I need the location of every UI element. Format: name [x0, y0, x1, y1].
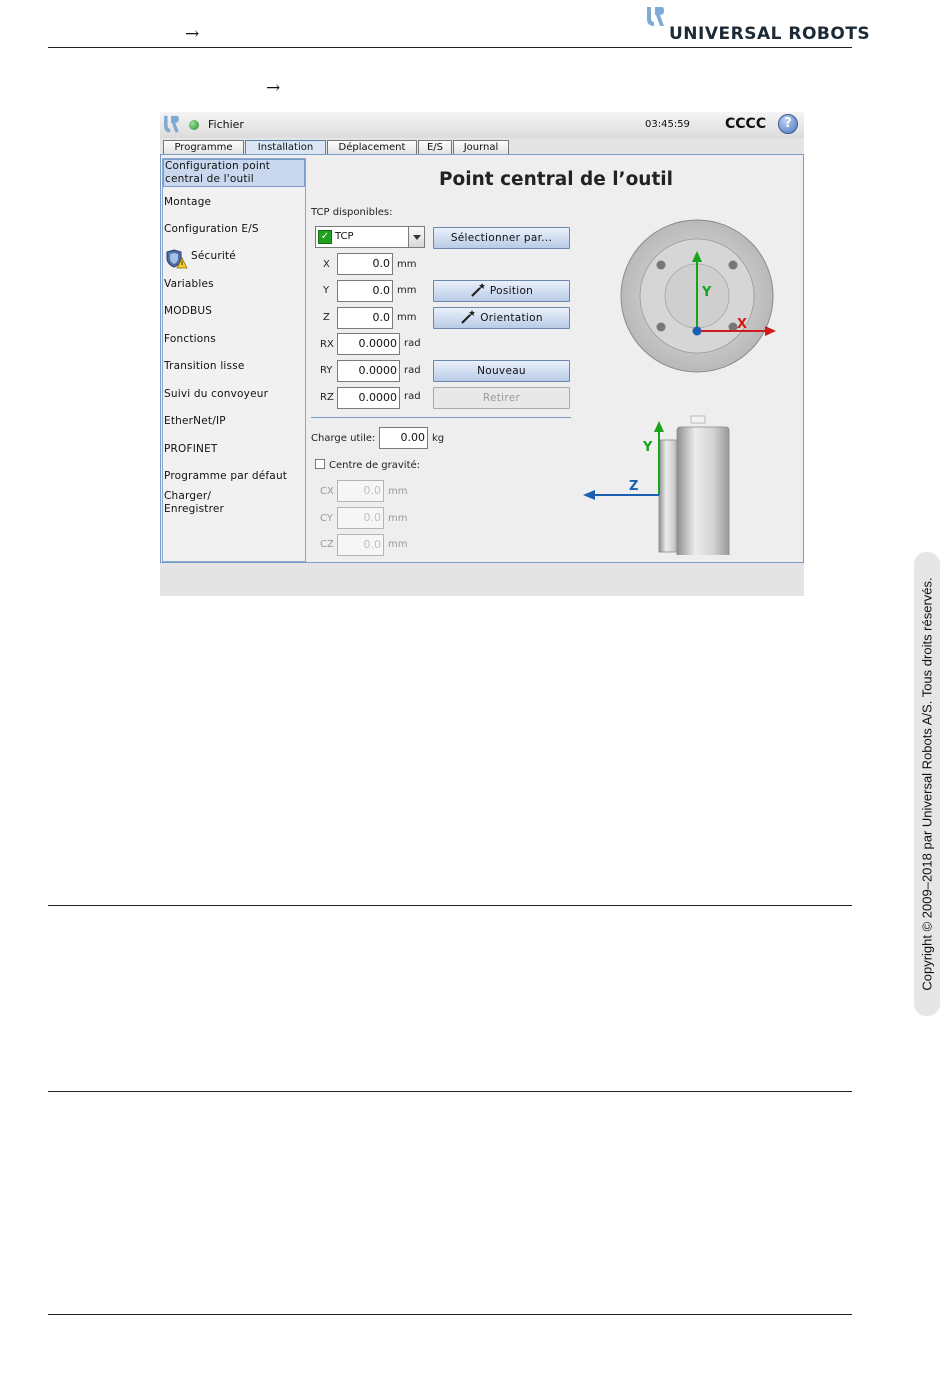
section-rule: [48, 1314, 852, 1315]
footer-bar: [160, 563, 804, 596]
clock: 03:45:59: [645, 119, 690, 130]
robot-name: CCCC: [725, 116, 767, 132]
section-arrow: →: [266, 78, 281, 98]
tcp-select-value: TCP: [335, 231, 354, 242]
payload-label: Charge utile:: [311, 433, 376, 444]
help-icon[interactable]: ?: [778, 114, 798, 134]
field-rz-label: RZ: [320, 392, 334, 403]
sidebar-item-io-config[interactable]: Configuration E/S: [164, 223, 259, 235]
file-menu[interactable]: Fichier: [208, 118, 244, 131]
cog-cz-input[interactable]: 0.0: [337, 534, 384, 556]
ur-logo-icon: [645, 6, 665, 28]
tcp-select[interactable]: [315, 226, 425, 248]
tcp-ry-input[interactable]: 0.0000: [337, 360, 400, 382]
orientation-button-label: Orientation: [480, 312, 543, 324]
teach-orientation-button[interactable]: [433, 307, 570, 329]
tcp-z-input[interactable]: 0.0: [337, 307, 393, 329]
flange-side-collar: [659, 440, 679, 552]
tab-journal[interactable]: Journal: [453, 140, 509, 154]
cog-checkbox[interactable]: [315, 459, 325, 469]
sidebar-item-securite[interactable]: Sécurité: [191, 250, 236, 262]
field-x-unit: mm: [397, 259, 417, 270]
sidebar-item-fonctions[interactable]: Fonctions: [164, 333, 216, 345]
section-rule: [48, 1091, 852, 1092]
chevron-down-icon[interactable]: [408, 227, 424, 247]
tcp-rz-input[interactable]: 0.0000: [337, 387, 400, 409]
cog-cy-unit: mm: [388, 513, 408, 524]
axis-x-label: X: [737, 317, 748, 332]
tcp-origin-point: [693, 327, 702, 336]
field-rz-unit: rad: [404, 391, 421, 402]
tcp-available-label: TCP disponibles:: [311, 207, 393, 218]
axis-y-side-label: Y: [643, 440, 653, 455]
sidebar-item-transition-lisse[interactable]: Transition lisse: [164, 360, 245, 372]
cog-cy-input[interactable]: 0.0: [337, 507, 384, 529]
bolt-hole: [729, 261, 738, 270]
field-ry-label: RY: [320, 365, 333, 376]
field-x-label: X: [323, 259, 330, 270]
page-title: Point central de l’outil: [439, 169, 673, 190]
robot-status-icon[interactable]: [189, 120, 199, 130]
polyscope-screenshot: [160, 112, 804, 596]
tcp-y-input[interactable]: 0.0: [337, 280, 393, 302]
tool-flange-diagram: [581, 215, 781, 555]
cog-cx-input[interactable]: 0.0: [337, 480, 384, 502]
sidebar-item-suivi-convoyeur[interactable]: Suivi du convoyeur: [164, 388, 269, 400]
section-rule: [48, 905, 852, 906]
sidebar-item-profinet[interactable]: PROFINET: [164, 443, 218, 455]
breadcrumb-arrow: →: [185, 24, 200, 44]
field-rx-label: RX: [320, 339, 334, 350]
sidebar-item-tcp-config[interactable]: Configuration point central de l'outil: [163, 159, 305, 187]
payload-input[interactable]: 0.00: [379, 427, 428, 449]
tab-programme[interactable]: Programme: [163, 140, 244, 154]
axis-y-label: Y: [702, 285, 712, 300]
tcp-config-panel: [309, 155, 803, 562]
top-bar: [160, 112, 804, 138]
sidebar-item-ethernet-ip[interactable]: EtherNet/IP: [164, 415, 226, 427]
sidebar-item-montage[interactable]: Montage: [164, 196, 212, 208]
sidebar-item-programme-defaut[interactable]: Programme par défaut: [164, 470, 288, 482]
bolt-hole: [657, 261, 666, 270]
position-button-label: Position: [489, 285, 534, 297]
tcp-rx-input[interactable]: 0.0000: [337, 333, 400, 355]
section-divider: [311, 417, 571, 418]
ur-logo-icon: [162, 115, 180, 134]
copyright-notice: Copyright © 2009–2018 par Universal Robots A/S. Tous droits réservés.: [919, 577, 935, 991]
installation-panel: [160, 154, 804, 563]
new-tcp-button[interactable]: Nouveau: [433, 360, 570, 382]
safety-shield-icon: [166, 249, 188, 269]
field-z-unit: mm: [397, 312, 417, 323]
cog-cx-unit: mm: [388, 486, 408, 497]
remove-tcp-button[interactable]: Retirer: [433, 387, 570, 409]
field-ry-unit: rad: [404, 365, 421, 376]
installation-sidebar: [162, 158, 306, 562]
brand-name: UNIVERSAL ROBOTS: [669, 24, 871, 44]
tcp-x-input[interactable]: 0.0: [337, 253, 393, 275]
bolt-hole: [657, 323, 666, 332]
tab-deplacement[interactable]: Déplacement: [327, 140, 417, 154]
field-y-unit: mm: [397, 285, 417, 296]
teach-position-button[interactable]: [433, 280, 570, 302]
tab-es[interactable]: E/S: [418, 140, 452, 154]
magic-wand-icon: [460, 310, 476, 324]
cog-label: Centre de gravité:: [329, 460, 421, 471]
cog-cz-unit: mm: [388, 539, 408, 550]
sidebar-item-variables[interactable]: Variables: [164, 278, 214, 290]
cog-cz-label: CZ: [320, 539, 334, 550]
header-rule: [48, 47, 852, 48]
universal-robots-logo: [645, 4, 871, 44]
axis-z-label: Z: [629, 479, 639, 494]
field-y-label: Y: [323, 285, 330, 296]
magic-wand-icon: [470, 283, 486, 297]
check-icon: ✓: [318, 230, 332, 244]
cog-cx-label: CX: [320, 486, 334, 497]
field-rx-unit: rad: [404, 338, 421, 349]
select-by-button[interactable]: Sélectionner par...: [433, 227, 570, 249]
sidebar-item-modbus[interactable]: MODBUS: [164, 305, 213, 317]
tab-installation[interactable]: Installation: [245, 140, 326, 154]
field-z-label: Z: [323, 312, 330, 323]
cog-cy-label: CY: [320, 513, 333, 524]
flange-side-view: [677, 427, 729, 555]
payload-unit: kg: [432, 433, 445, 444]
sidebar-item-charger-enregistrer[interactable]: Charger/ Enregistrer: [164, 490, 225, 515]
